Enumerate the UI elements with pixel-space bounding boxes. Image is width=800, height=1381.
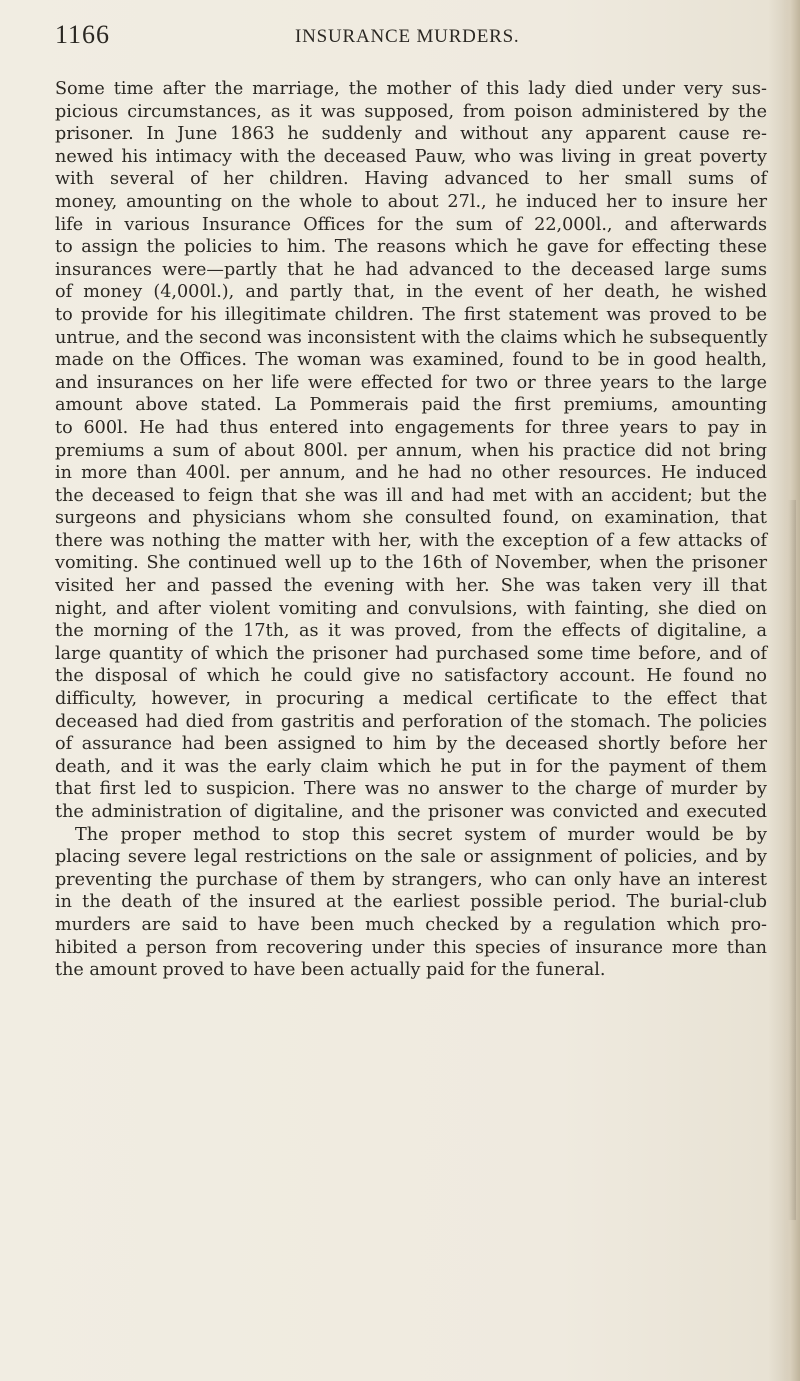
text-line: hibited a person from recovering under this species of insurance more than <box>55 937 767 958</box>
body-text <box>55 78 767 982</box>
text-line: made on the Offices. The woman was examined, found to be in good health, <box>55 350 767 371</box>
text-line: to 600l. He had thus entered into engagements for three years to pay in <box>55 417 767 438</box>
text-line: picious circumstances, as it was supposed, from poison administered by the <box>55 101 767 122</box>
text-line: to assign the policies to him. The reasons which he gave for effecting these <box>55 237 767 258</box>
text-line: visited her and passed the evening with her. She was taken very ill that <box>55 576 767 597</box>
text-line: premiums a sum of about 800l. per annum, when his practice did not bring <box>55 440 767 461</box>
text-line: night, and after violent vomiting and convulsions, with fainting, she died on <box>55 598 767 619</box>
text-line: the disposal of which he could give no satisfactory account. He found no <box>55 666 767 687</box>
text-line: difficulty, however, in procuring a medical certificate to the effect that <box>55 689 767 710</box>
text-line: in more than 400l. per annum, and he had no other resources. He induced <box>55 463 767 484</box>
text-line: with several of her children. Having advanced to her small sums of <box>55 169 767 190</box>
text-line: insurances were—partly that he had advanced to the deceased large sums <box>55 259 767 280</box>
text-line: the deceased to feign that she was ill and had met with an accident; but the <box>55 485 767 506</box>
page-number: 1166 <box>55 20 111 49</box>
text-line: the morning of the 17th, as it was proved, from the effects of digitaline, a <box>55 621 767 642</box>
text-line: deceased had died from gastritis and perforation of the stomach. The policies <box>55 711 767 732</box>
text-line: large quantity of which the prisoner had purchased some time before, and of <box>55 643 767 664</box>
page-edge-shadow <box>788 500 796 1220</box>
text-line: amount above stated. La Pommerais paid the first premiums, amounting <box>55 395 767 416</box>
text-line: money, amounting on the whole to about 27l., he induced her to insure her <box>55 191 767 212</box>
running-head: INSURANCE MURDERS. <box>295 26 520 47</box>
text-line: to provide for his illegitimate children. The first statement was proved to be <box>55 304 767 325</box>
text-line: surgeons and physicians whom she consulted found, on examination, that <box>55 508 767 529</box>
text-line: of assurance had been assigned to him by the deceased shortly before her <box>55 734 767 755</box>
text-line: placing severe legal restrictions on the sale or assignment of policies, and by <box>55 847 767 868</box>
text-line: Some time after the marriage, the mother of this lady died under very sus- <box>55 79 767 99</box>
text-line: The proper method to stop this secret system of murder would be by <box>75 824 767 845</box>
page-header <box>55 20 755 60</box>
text-line: life in various Insurance Offices for the sum of 22,000l., and afterwards <box>55 214 767 235</box>
text-line: there was nothing the matter with her, with the exception of a few attacks of <box>55 530 767 551</box>
text-line: preventing the purchase of them by strangers, who can only have an interest <box>55 869 767 890</box>
text-line: newed his intimacy with the deceased Pauw, who was living in great poverty <box>55 146 767 167</box>
text-line: murders are said to have been much checked by a regulation which pro- <box>55 914 767 935</box>
text-line: prisoner. In June 1863 he suddenly and without any apparent cause re- <box>55 124 767 145</box>
text-line: death, and it was the early claim which he put in for the payment of them <box>55 756 767 777</box>
text-line: of money (4,000l.), and partly that, in the event of her death, he wished <box>55 282 767 303</box>
text-line: that first led to suspicion. There was no answer to the charge of murder by <box>55 779 767 800</box>
text-line: the administration of digitaline, and the prisoner was convicted and executed <box>55 802 767 822</box>
text-line: vomiting. She continued well up to the 16th of November, when the prisoner <box>55 553 767 574</box>
text-line: the amount proved to have been actually paid for the funeral. <box>55 960 606 981</box>
text-line: untrue, and the second was inconsistent with the claims which he subsequently <box>55 327 768 348</box>
text-line: and insurances on her life were effected for two or three years to the large <box>55 372 767 393</box>
text-line: in the death of the insured at the earliest possible period. The burial-club <box>55 892 767 913</box>
